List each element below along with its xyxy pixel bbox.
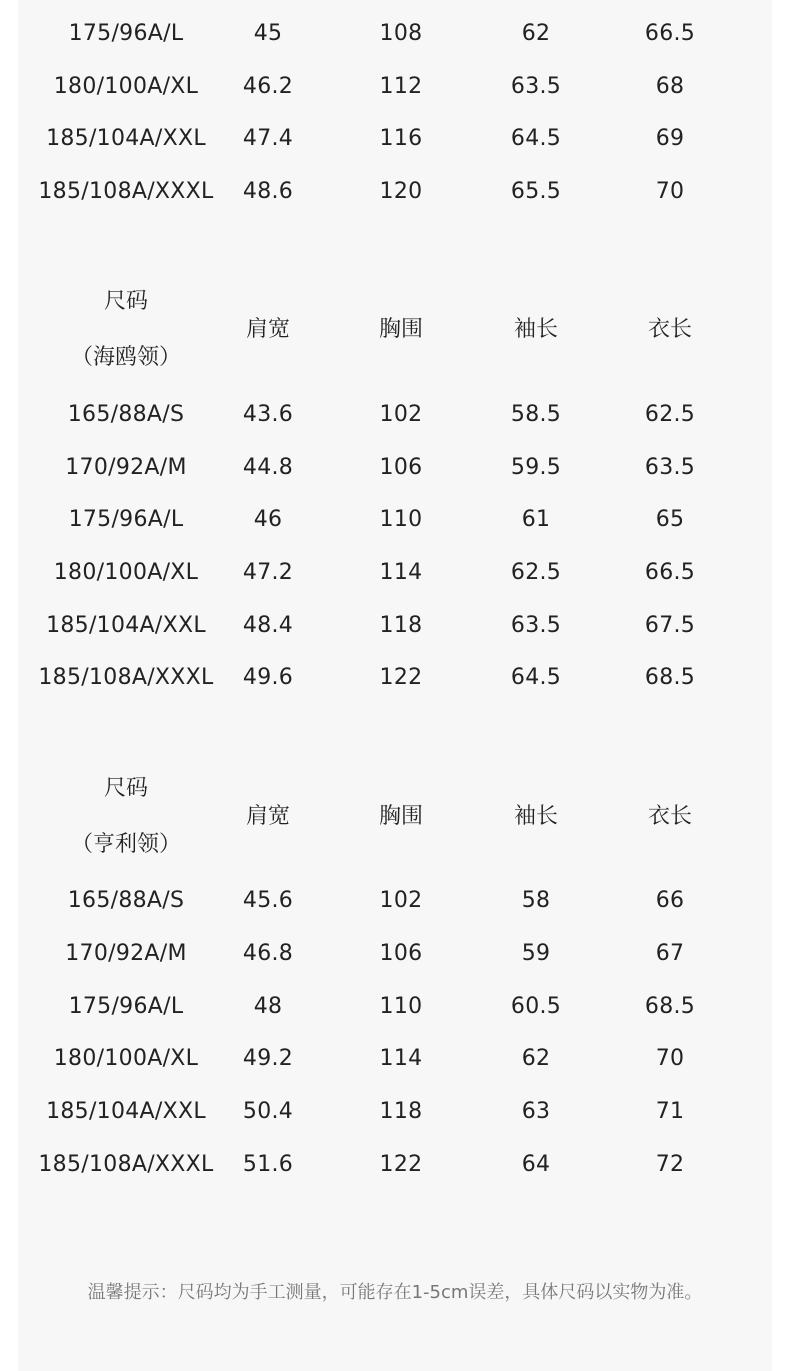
shoulder-header: 肩宽 [245, 317, 290, 342]
chest-cell: 120 [379, 179, 423, 204]
table-row [18, 1145, 772, 1185]
size-cell: 170/92A/M [65, 455, 187, 480]
shoulder-cell: 46.2 [242, 74, 294, 99]
chest-cell: 114 [379, 1046, 423, 1071]
length-header: 衣长 [647, 804, 692, 829]
shoulder-cell: 49.2 [242, 1046, 294, 1071]
shoulder-header: 肩宽 [245, 804, 290, 829]
length-cell: 68 [655, 74, 685, 99]
table-row [18, 119, 772, 159]
chest-cell: 118 [379, 613, 423, 638]
shoulder-cell: 44.8 [242, 455, 294, 480]
sleeve-cell: 64.5 [510, 665, 562, 690]
size-cell: 180/100A/XL [53, 74, 199, 99]
sleeve-cell: 63.5 [510, 613, 562, 638]
length-cell: 67 [655, 941, 685, 966]
length-cell: 65 [655, 507, 685, 532]
table-header [18, 769, 772, 865]
table-row [18, 448, 772, 488]
shoulder-cell: 47.2 [242, 560, 294, 585]
chest-cell: 102 [379, 888, 423, 913]
collar-type-label: （海鸥领） [70, 345, 181, 370]
chest-cell: 114 [379, 560, 423, 585]
sleeve-cell: 59 [521, 941, 551, 966]
size-chart-panel [18, 0, 772, 1371]
shoulder-cell: 51.6 [242, 1152, 294, 1177]
length-cell: 68.5 [644, 994, 696, 1019]
chest-header: 胸围 [378, 804, 423, 829]
chest-cell: 122 [379, 665, 423, 690]
length-cell: 66 [655, 888, 685, 913]
shoulder-cell: 46.8 [242, 941, 294, 966]
size-cell: 170/92A/M [65, 941, 187, 966]
sleeve-cell: 63.5 [510, 74, 562, 99]
chest-cell: 110 [379, 507, 423, 532]
shoulder-cell: 48 [253, 994, 283, 1019]
sleeve-cell: 61 [521, 507, 551, 532]
table-row [18, 658, 772, 698]
table-row [18, 934, 772, 974]
sleeve-cell: 58 [521, 888, 551, 913]
sleeve-cell: 64 [521, 1152, 551, 1177]
size-cell: 185/108A/XXXL [38, 1152, 214, 1177]
shoulder-cell: 48.6 [242, 179, 294, 204]
table-row [18, 1039, 772, 1079]
sleeve-cell: 60.5 [510, 994, 562, 1019]
size-header-label: 尺码 [103, 289, 148, 314]
length-cell: 71 [655, 1099, 685, 1124]
sleeve-cell: 58.5 [510, 402, 562, 427]
size-cell: 175/96A/L [68, 507, 184, 532]
sleeve-cell: 62 [521, 21, 551, 46]
length-cell: 66.5 [644, 560, 696, 585]
length-cell: 69 [655, 126, 685, 151]
size-cell: 175/96A/L [68, 21, 184, 46]
chest-cell: 112 [379, 74, 423, 99]
length-cell: 68.5 [644, 665, 696, 690]
table-row [18, 987, 772, 1027]
shoulder-cell: 47.4 [242, 126, 294, 151]
table-row [18, 67, 772, 107]
table-row [18, 14, 772, 54]
sleeve-cell: 62.5 [510, 560, 562, 585]
sleeve-cell: 59.5 [510, 455, 562, 480]
shoulder-cell: 46 [253, 507, 283, 532]
table-row [18, 553, 772, 593]
sleeve-cell: 62 [521, 1046, 551, 1071]
chest-cell: 106 [379, 455, 423, 480]
chest-cell: 108 [379, 21, 423, 46]
table-row [18, 500, 772, 540]
sleeve-header: 袖长 [513, 317, 558, 342]
shoulder-cell: 45.6 [242, 888, 294, 913]
chest-cell: 116 [379, 126, 423, 151]
table-row [18, 881, 772, 921]
sleeve-cell: 63 [521, 1099, 551, 1124]
size-cell: 180/100A/XL [53, 1046, 199, 1071]
size-cell: 185/108A/XXXL [38, 179, 214, 204]
size-cell: 185/108A/XXXL [38, 665, 214, 690]
size-cell: 185/104A/XXL [46, 126, 206, 151]
measurement-note: 温馨提示：尺码均为手工测量，可能存在1-5cm误差，具体尺码以实物为准。 [87, 1282, 703, 1303]
size-cell: 185/104A/XXL [46, 613, 206, 638]
sleeve-cell: 64.5 [510, 126, 562, 151]
collar-type-label: （亨利领） [70, 832, 181, 857]
shoulder-cell: 49.6 [242, 665, 294, 690]
length-header: 衣长 [647, 317, 692, 342]
length-cell: 72 [655, 1152, 685, 1177]
size-header-label: 尺码 [103, 776, 148, 801]
table-header [18, 282, 772, 378]
shoulder-cell: 48.4 [242, 613, 294, 638]
sleeve-cell: 65.5 [510, 179, 562, 204]
table-row [18, 1092, 772, 1132]
chest-cell: 118 [379, 1099, 423, 1124]
chest-cell: 102 [379, 402, 423, 427]
size-cell: 165/88A/S [67, 402, 185, 427]
length-cell: 70 [655, 1046, 685, 1071]
size-cell: 180/100A/XL [53, 560, 199, 585]
table-row [18, 395, 772, 435]
shoulder-cell: 45 [253, 21, 283, 46]
chest-cell: 122 [379, 1152, 423, 1177]
size-cell: 175/96A/L [68, 994, 184, 1019]
chest-cell: 106 [379, 941, 423, 966]
sleeve-header: 袖长 [513, 804, 558, 829]
shoulder-cell: 43.6 [242, 402, 294, 427]
shoulder-cell: 50.4 [242, 1099, 294, 1124]
size-cell: 165/88A/S [67, 888, 185, 913]
length-cell: 66.5 [644, 21, 696, 46]
length-cell: 67.5 [644, 613, 696, 638]
length-cell: 63.5 [644, 455, 696, 480]
table-row [18, 172, 772, 212]
size-cell: 185/104A/XXL [46, 1099, 206, 1124]
length-cell: 70 [655, 179, 685, 204]
chest-cell: 110 [379, 994, 423, 1019]
table-row [18, 606, 772, 646]
chest-header: 胸围 [378, 317, 423, 342]
length-cell: 62.5 [644, 402, 696, 427]
